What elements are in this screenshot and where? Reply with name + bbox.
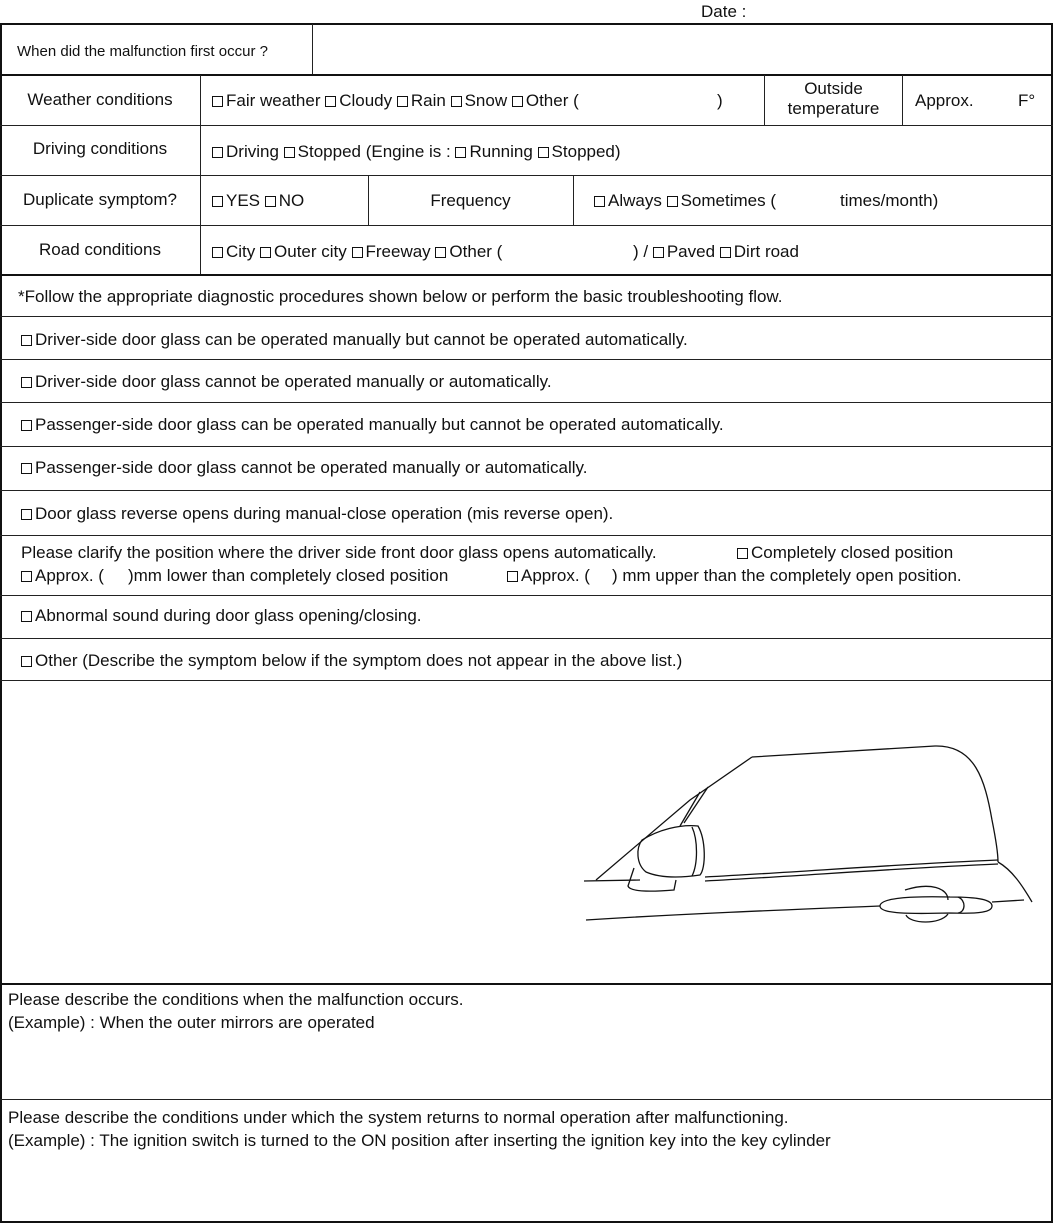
driving-option-driving[interactable]: Driving: [212, 142, 279, 162]
position-option-closed[interactable]: Completely closed position: [737, 543, 953, 563]
checkbox-icon: [512, 96, 523, 107]
surface-option-paved[interactable]: Paved: [653, 242, 715, 262]
first-occur-input[interactable]: [313, 24, 1051, 75]
checkbox-icon: [720, 247, 731, 258]
checkbox-icon: [21, 463, 32, 474]
approx-label: Approx.: [915, 91, 974, 110]
checkbox-icon: [507, 571, 518, 582]
conditions-normal-example: (Example) : The ignition switch is turned to the ON position after inserting the ignition key into the key cylinder: [8, 1131, 831, 1150]
weather-option-rain[interactable]: Rain: [397, 91, 446, 111]
road-option-freeway[interactable]: Freeway: [352, 242, 431, 262]
engine-option-running[interactable]: Running: [455, 142, 532, 162]
position-option-lower[interactable]: Approx. ( )mm lower than completely closed position: [21, 566, 448, 586]
checkbox-icon: [21, 509, 32, 520]
duplicate-option-yes[interactable]: YES: [212, 191, 260, 211]
checkbox-icon: [212, 196, 223, 207]
checkbox-icon: [397, 96, 408, 107]
duplicate-option-no[interactable]: NO: [265, 191, 305, 211]
checkbox-icon: [594, 196, 605, 207]
checkbox-icon: [667, 196, 678, 207]
weather-options: [212, 91, 579, 111]
checkbox-icon: [21, 420, 32, 431]
road-option-outer-city[interactable]: Outer city: [260, 242, 347, 262]
checkbox-icon: [21, 571, 32, 582]
road-option-other[interactable]: Other (: [435, 242, 502, 262]
times-per-month: times/month): [840, 191, 939, 210]
road-separator: ) /: [633, 242, 649, 261]
symptom-item[interactable]: Other (Describe the symptom below if the symptom does not appear in the above list.): [21, 651, 682, 671]
checkbox-icon: [212, 147, 223, 158]
weather-option-snow[interactable]: Snow: [451, 91, 508, 111]
checkbox-icon: [455, 147, 466, 158]
weather-option-cloudy[interactable]: Cloudy: [325, 91, 392, 111]
car-door-illustration: [580, 740, 1040, 930]
temp-unit: F°: [1018, 91, 1036, 110]
duplicate-label: Duplicate symptom?: [22, 190, 177, 209]
checkbox-icon: [538, 147, 549, 158]
engine-option-stopped[interactable]: Stopped): [538, 142, 621, 162]
symptom-item[interactable]: Passenger-side door glass can be operated manually but cannot be operated automatically.: [21, 415, 724, 435]
weather-option-other[interactable]: Other (: [512, 91, 579, 111]
conditions-normal-prompt: Please describe the conditions under which the system returns to normal operation after malfunctioning.: [8, 1108, 789, 1127]
conditions-normal-input[interactable]: [2, 1154, 1051, 1220]
frequency-options: [594, 191, 776, 211]
checkbox-icon: [435, 247, 446, 258]
frequency-option-sometimes[interactable]: Sometimes (: [667, 191, 776, 211]
checkbox-icon: [451, 96, 462, 107]
road-options: [212, 242, 502, 262]
surface-option-dirt[interactable]: Dirt road: [720, 242, 799, 262]
checkbox-icon: [21, 335, 32, 346]
weather-option-fair[interactable]: Fair weather: [212, 91, 320, 111]
position-question: Please clarify the position where the driver side front door glass opens automatically.: [21, 543, 657, 562]
symptom-item[interactable]: Abnormal sound during door glass opening/closing.: [21, 606, 422, 626]
frequency-label: Frequency: [430, 191, 511, 210]
date-label: Date :: [701, 2, 747, 21]
first-occur-label: When did the malfunction first occur ?: [17, 43, 268, 60]
checkbox-icon: [265, 196, 276, 207]
checkbox-icon: [212, 247, 223, 258]
checkbox-icon: [653, 247, 664, 258]
conditions-occur-prompt: Please describe the conditions when the malfunction occurs.: [8, 990, 464, 1009]
instruction-text: *Follow the appropriate diagnostic procedures shown below or perform the basic troubleshooting flow.: [18, 287, 783, 306]
checkbox-icon: [212, 96, 223, 107]
symptom-item[interactable]: Driver-side door glass cannot be operated manually or automatically.: [21, 372, 552, 392]
conditions-occur-example: (Example) : When the outer mirrors are operated: [8, 1013, 375, 1032]
position-option-upper[interactable]: Approx. ( ) mm upper than the completely open position.: [507, 566, 962, 586]
duplicate-options: [212, 191, 304, 211]
driving-option-stopped[interactable]: Stopped (Engine is :: [284, 142, 451, 162]
checkbox-icon: [21, 656, 32, 667]
driving-options: [212, 142, 621, 162]
conditions-occur-input[interactable]: [2, 1036, 1051, 1098]
outside-temp-label: Outside temperature: [787, 79, 880, 118]
checkbox-icon: [21, 611, 32, 622]
checkbox-icon: [284, 147, 295, 158]
surface-options: [633, 242, 799, 262]
road-label: Road conditions: [39, 240, 161, 259]
driving-label: Driving conditions: [32, 139, 168, 158]
checkbox-icon: [352, 247, 363, 258]
weather-label: Weather conditions: [27, 90, 173, 109]
road-option-city[interactable]: City: [212, 242, 255, 262]
symptom-item[interactable]: Passenger-side door glass cannot be operated manually or automatically.: [21, 458, 588, 478]
symptom-item[interactable]: Driver-side door glass can be operated manually but cannot be operated automatically.: [21, 330, 688, 350]
checkbox-icon: [260, 247, 271, 258]
symptom-item[interactable]: Door glass reverse opens during manual-close operation (mis reverse open).: [21, 504, 613, 524]
checkbox-icon: [21, 377, 32, 388]
frequency-option-always[interactable]: Always: [594, 191, 662, 211]
weather-other-close: ): [717, 91, 723, 110]
checkbox-icon: [325, 96, 336, 107]
checkbox-icon: [737, 548, 748, 559]
